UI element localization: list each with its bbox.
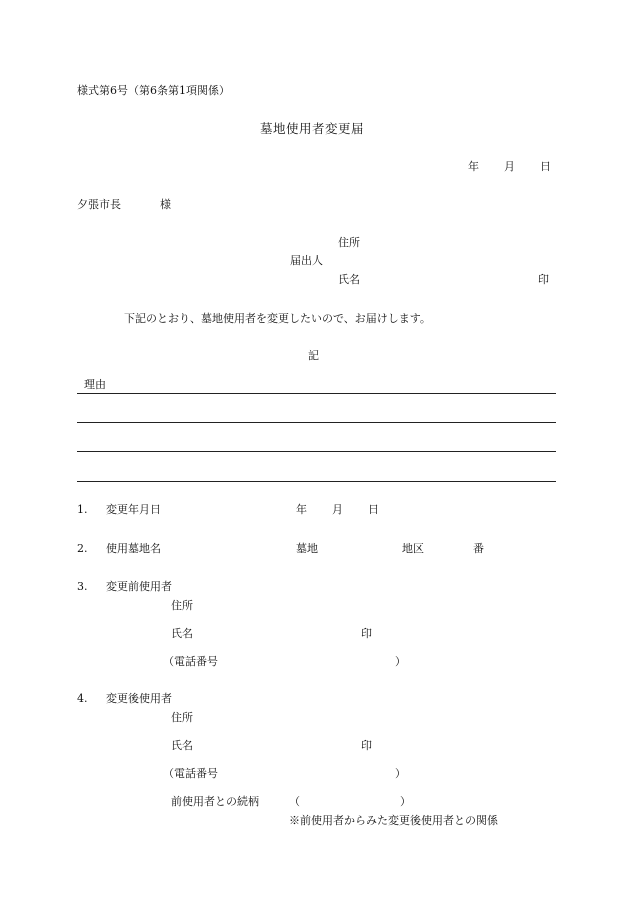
date-year-label: 年 <box>468 160 479 173</box>
applicant-role-label: 届出人 <box>290 254 323 267</box>
applicant-seal-mark: 印 <box>538 273 549 286</box>
item2-chiku-label: 地区 <box>402 542 424 555</box>
item4-phone-close: ） <box>395 767 406 780</box>
applicant-name-label: 氏名 <box>338 273 360 286</box>
item4-name-label: 氏名 <box>171 739 193 752</box>
item1-label: 変更年月日 <box>106 503 161 516</box>
item4-phone-label: （電話番号 <box>163 767 218 780</box>
item3-seal-mark: 印 <box>361 627 372 640</box>
addressee-name: 夕張市長 <box>77 198 121 211</box>
reason-label: 理由 <box>84 378 106 391</box>
item3-phone-label: （電話番号 <box>163 655 218 668</box>
item1-day-label: 日 <box>368 503 379 516</box>
item2-ban-label: 番 <box>473 542 484 555</box>
reason-line-4 <box>77 481 556 482</box>
ki-heading: 記 <box>308 349 319 362</box>
date-day-label: 日 <box>540 160 551 173</box>
page-title: 墓地使用者変更届 <box>260 121 365 136</box>
date-month-label: 月 <box>504 160 515 173</box>
item4-relation-label: 前使用者との続柄 <box>171 795 259 808</box>
item4-address-label: 住所 <box>171 711 193 724</box>
item2-bochi-label: 墓地 <box>296 542 318 555</box>
item4-label: 変更後使用者 <box>106 692 172 705</box>
reason-line-3 <box>77 451 556 452</box>
item2-label: 使用墓地名 <box>106 542 161 555</box>
reason-line-1 <box>77 393 556 394</box>
item4-relation-open: （ <box>289 795 300 808</box>
form-number: 様式第6号（第6条第1項関係） <box>77 84 230 97</box>
reason-line-2 <box>77 422 556 423</box>
item4-relation-close: ） <box>400 795 411 808</box>
item1-month-label: 月 <box>332 503 343 516</box>
applicant-address-label: 住所 <box>338 236 360 249</box>
addressee-honorific: 様 <box>160 198 171 211</box>
item2-number: 2. <box>77 542 88 555</box>
item3-number: 3. <box>77 580 88 593</box>
item4-number: 4. <box>77 692 88 705</box>
item4-seal-mark: 印 <box>361 739 372 752</box>
item3-address-label: 住所 <box>171 599 193 612</box>
item3-phone-close: ） <box>395 655 406 668</box>
item3-label: 変更前使用者 <box>106 580 172 593</box>
item4-relation-note: ※前使用者からみた変更後使用者との関係 <box>289 814 498 827</box>
body-text: 下記のとおり、墓地使用者を変更したいので、お届けします。 <box>124 312 431 325</box>
item3-name-label: 氏名 <box>171 627 193 640</box>
item1-year-label: 年 <box>296 503 307 516</box>
item1-number: 1. <box>77 503 88 516</box>
